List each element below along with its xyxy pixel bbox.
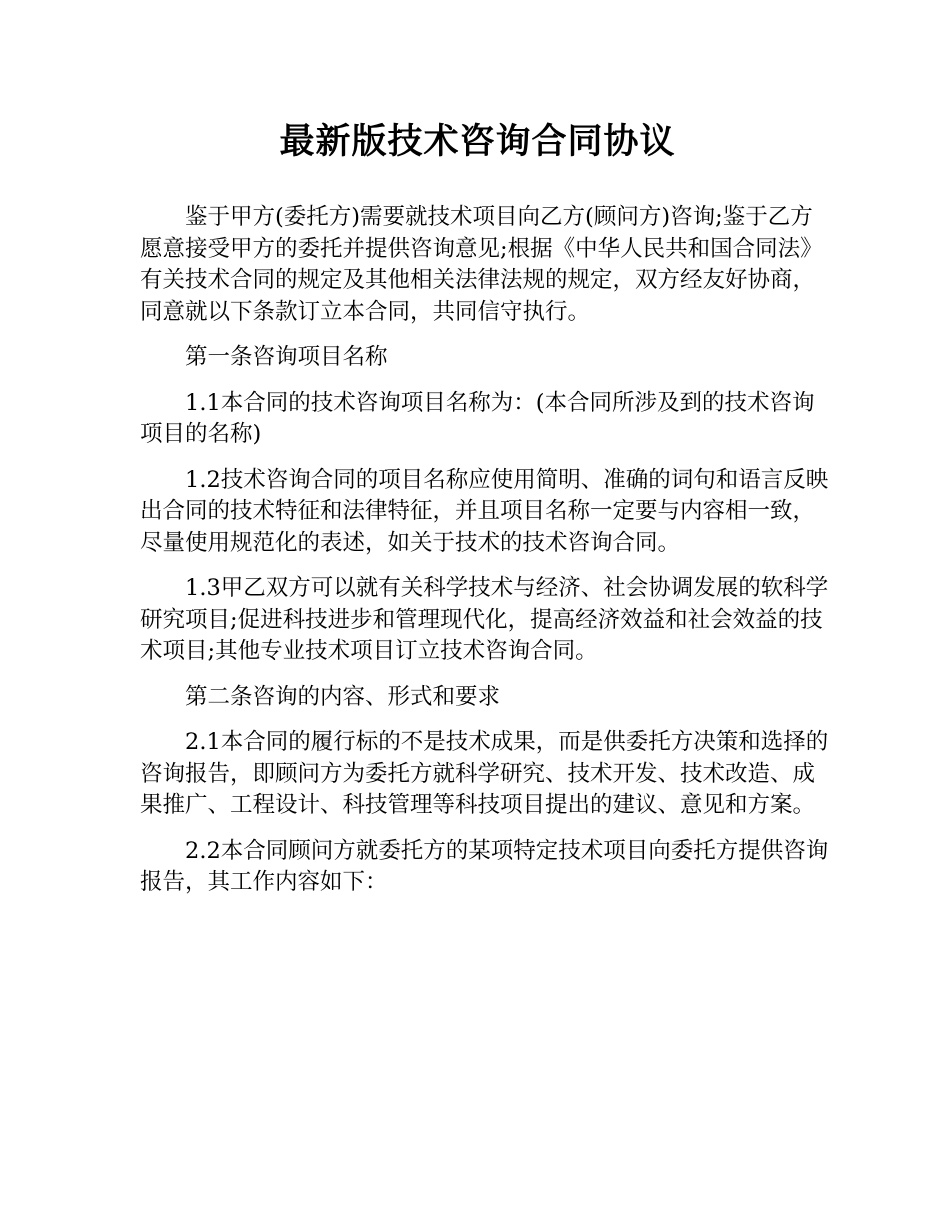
document-title: 最新版技术咨询合同协议 xyxy=(279,122,676,162)
document-body xyxy=(140,202,830,913)
preamble-paragraph: 鉴于甲方(委托方)需要就技术项目向乙方(顾问方)咨询;鉴于乙方愿意接受甲方的委托并提供咨询意见;根据《中华人民共和国合同法》有关技术合同的规定及其他相关法律法规的规定，双方经友好协商，同意就以下条款订立本合同，共同信守执行。 xyxy=(140,204,823,325)
clause-1-1: 1.1本合同的技术咨询项目名称为：(本合同所涉及到的技术咨询项目的名称) xyxy=(140,389,815,447)
clause-1-2: 1.2技术咨询合同的项目名称应使用简明、准确的词句和语言反映出合同的技术特征和法律特征，并且项目名称一定要与内容相一致，尽量使用规范化的表述，如关于技术的技术咨询合同。 xyxy=(140,466,829,556)
clause-1-3: 1.3甲乙双方可以就有关科学技术与经济、社会协调发展的软科学研究项目;促进科技进步和管理现代化，提高经济效益和社会效益的技术项目;其他专业技术项目订立技术咨询合同。 xyxy=(140,575,829,664)
clause-2-2: 2.2本合同顾问方就委托方的某项特定技术项目向委托方提供咨询报告，其工作内容如下： xyxy=(140,837,829,895)
article-1-heading: 第一条咨询项目名称 xyxy=(185,344,388,370)
article-2-heading: 第二条咨询的内容、形式和要求 xyxy=(185,683,501,710)
clause-2-1: 2.1本合同的履行标的不是技术成果，而是供委托方决策和选择的咨询报告，即顾问方为委托方就科学研究、技术开发、技术改造、成果推广、工程设计、科技管理等科技项目提出的建议、意见和方案。 xyxy=(140,729,829,818)
